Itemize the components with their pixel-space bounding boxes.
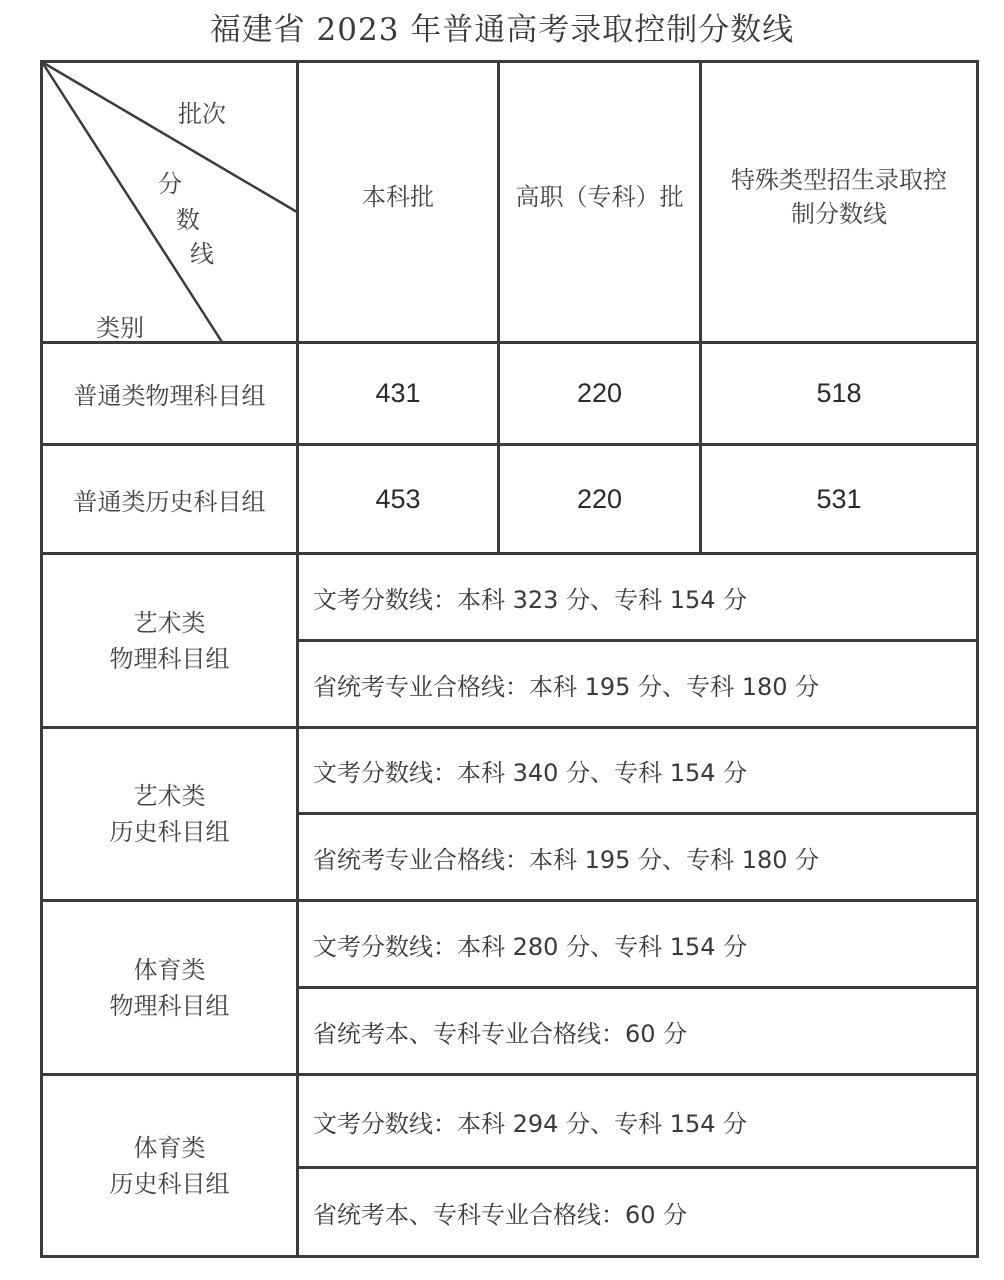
table-cell-vocational: 220 xyxy=(576,378,623,408)
group-detail-line: 省统考专业合格线：本科 195 分、专科 180 分 xyxy=(313,845,820,874)
table-row-label: 普通类历史科目组 xyxy=(73,487,266,516)
group-detail-line: 省统考本、专科专业合格线：60 分 xyxy=(313,1019,688,1048)
group-detail-line: 省统考本、专科专业合格线：60 分 xyxy=(313,1200,688,1229)
group-detail-line: 文考分数线：本科 280 分、专科 154 分 xyxy=(313,932,748,961)
group-label-arts-physics: 艺术类 物理科目组 xyxy=(109,608,230,673)
corner-batch-label: 批次 xyxy=(178,100,226,128)
group-detail-line: 文考分数线：本科 294 分、专科 154 分 xyxy=(313,1109,748,1138)
page-title: 福建省 2023 年普通高考录取控制分数线 xyxy=(209,12,795,48)
table-cell-undergraduate: 431 xyxy=(375,378,421,408)
table-border-bottom xyxy=(40,1255,979,1258)
corner-score-char-3: 线 xyxy=(190,240,214,268)
group-detail-line: 文考分数线：本科 323 分、专科 154 分 xyxy=(313,585,748,614)
table-cell-special: 518 xyxy=(816,378,862,408)
table-cell-vocational: 220 xyxy=(576,483,623,514)
column-header-vocational: 高职（专科）批 xyxy=(515,183,684,211)
corner-category-label: 类别 xyxy=(96,314,144,342)
group-label-sports-physics: 体育类 物理科目组 xyxy=(109,955,230,1020)
table-cell-undergraduate: 453 xyxy=(375,483,421,514)
column-header-special: 特殊类型招生录取控 制分数线 xyxy=(731,166,947,228)
score-table xyxy=(40,60,979,1258)
group-detail-line: 省统考专业合格线：本科 195 分、专科 180 分 xyxy=(313,672,820,701)
group-detail-line: 文考分数线：本科 340 分、专科 154 分 xyxy=(313,759,748,787)
table-border-right xyxy=(976,60,979,1258)
table-cell-special: 531 xyxy=(816,483,862,514)
group-label-sports-history: 体育类 历史科目组 xyxy=(109,1133,230,1198)
group-label-arts-history: 艺术类 历史科目组 xyxy=(109,782,230,846)
table-row-label: 普通类物理科目组 xyxy=(73,382,266,410)
corner-score-char-1: 分 xyxy=(158,170,182,198)
column-header-undergraduate: 本科批 xyxy=(362,183,434,211)
corner-diagonal-lines xyxy=(40,60,300,345)
corner-score-char-2: 数 xyxy=(176,206,200,234)
